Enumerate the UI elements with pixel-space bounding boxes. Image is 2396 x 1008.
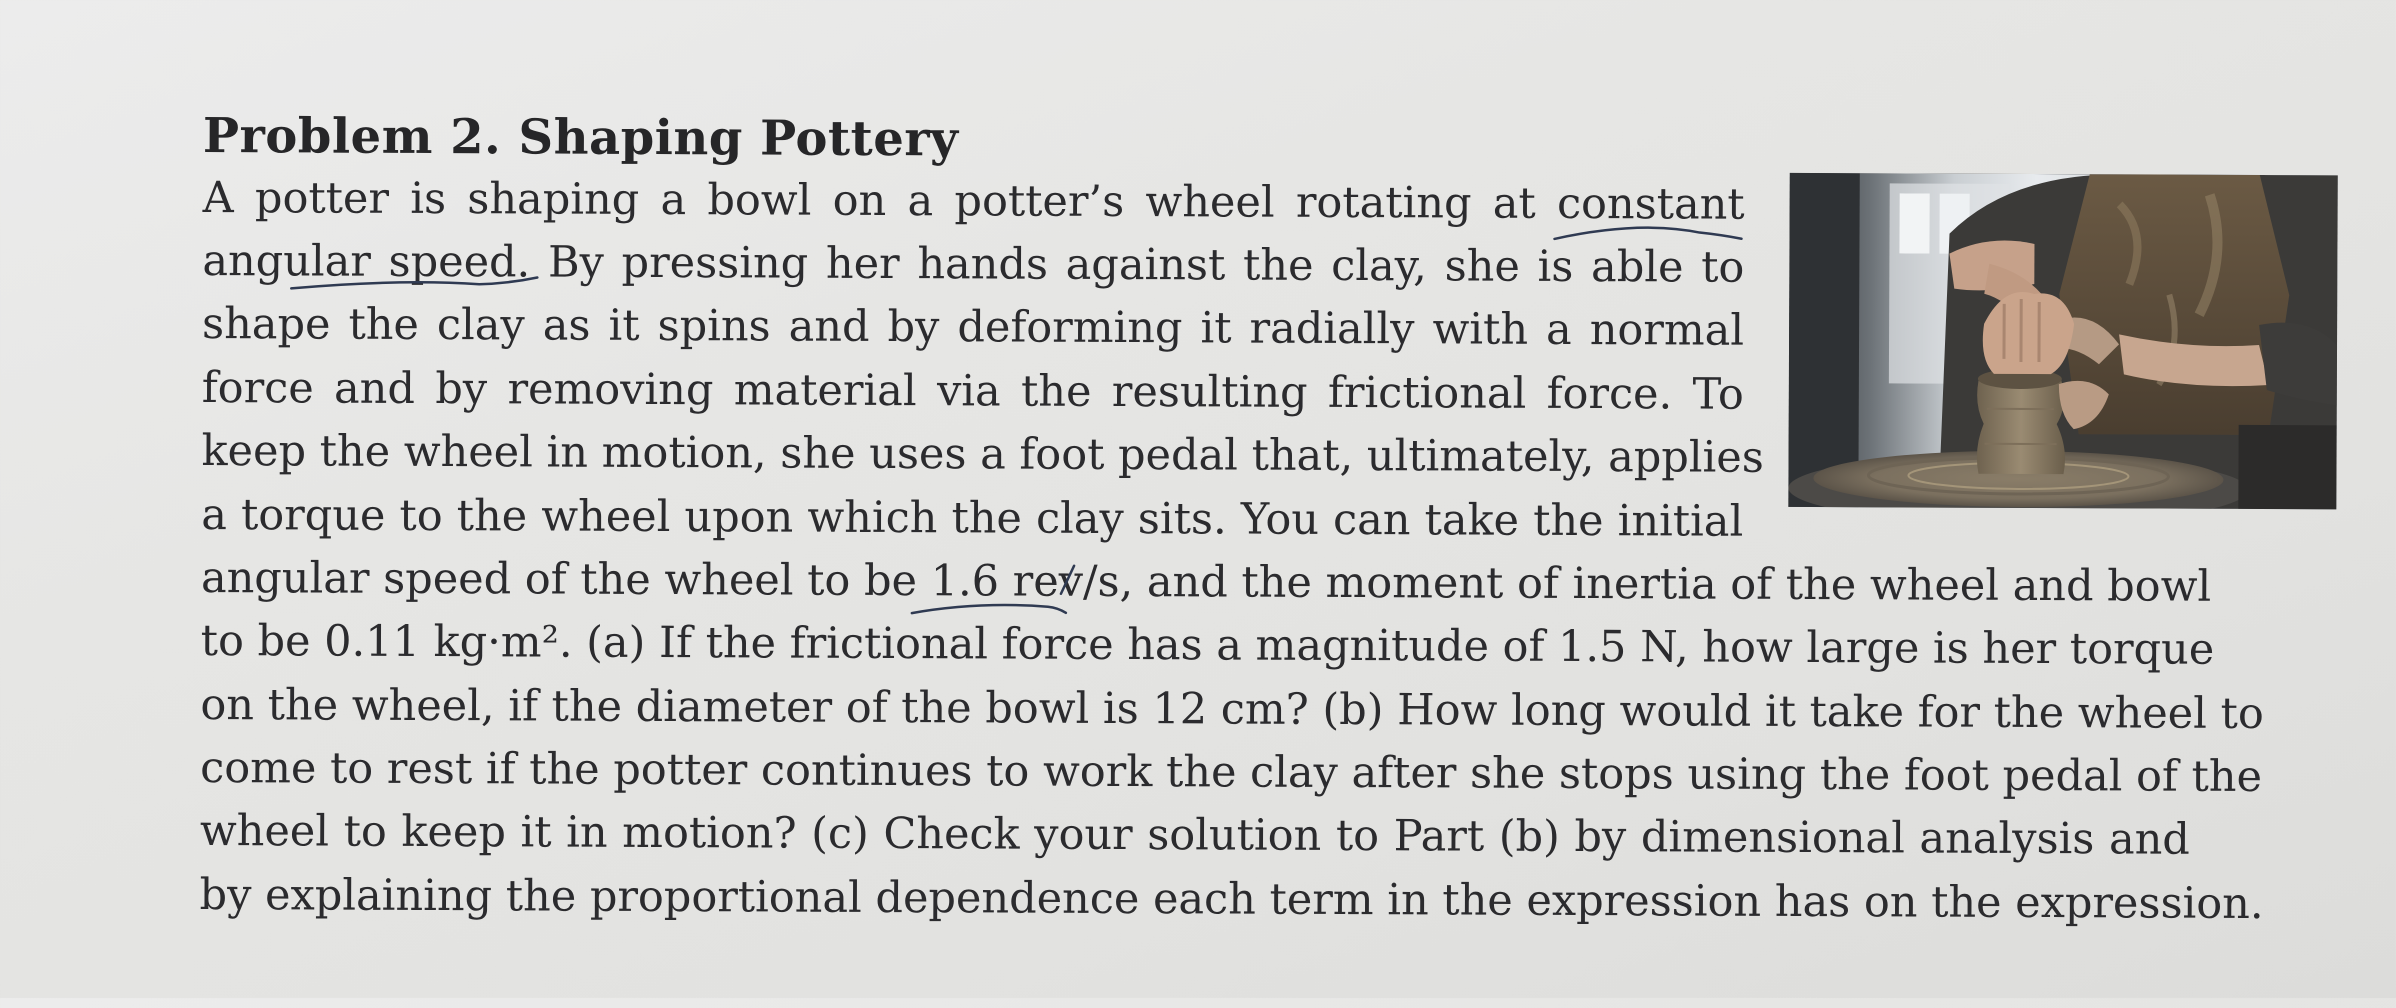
problem-text-line-6: a torque to the wheel upon which the clay sits. You can take the initial xyxy=(201,490,1744,547)
pottery-wheel-photo xyxy=(1788,173,2337,509)
problem-text-line-10: come to rest if the potter continues to work the clay after she stops using the foot pedal of the xyxy=(200,743,2263,803)
problem-title: Problem 2. Shaping Pottery xyxy=(202,108,959,168)
problem-text-line-4: force and by removing material via the resulting frictional force. To xyxy=(201,363,1744,420)
problem-text-line-7: angular speed of the wheel to be 1.6 rev/s, and the moment of inertia of the wheel and bowl xyxy=(200,553,2212,612)
problem-text-line-12: by explaining the proportional dependence each term in the expression has on the expression. xyxy=(199,870,2264,930)
potter-illustration xyxy=(1788,173,2337,509)
problem-text-line-11: wheel to keep it in motion? (c) Check your solution to Part (b) by dimensional analysis and xyxy=(199,806,2190,865)
problem-text-line-9: on the wheel, if the diameter of the bowl is 12 cm? (b) How long would it take for the wheel to xyxy=(200,680,2264,740)
problem-text-line-2: angular speed. By pressing her hands against the clay, she is able to xyxy=(202,236,1745,293)
problem-text-line-5: keep the wheel in motion, she uses a foot pedal that, ultimately, applies xyxy=(201,426,1764,483)
problem-text-line-3: shape the clay as it spins and by deforming it radially with a normal xyxy=(202,299,1745,356)
problem-text-line-1: A potter is shaping a bowl on a potter’s wheel rotating at constant xyxy=(202,173,1745,230)
problem-text-line-8: to be 0.11 kg·m². (a) If the frictional force has a magnitude of 1.5 N, how large is her torque xyxy=(200,616,2215,675)
